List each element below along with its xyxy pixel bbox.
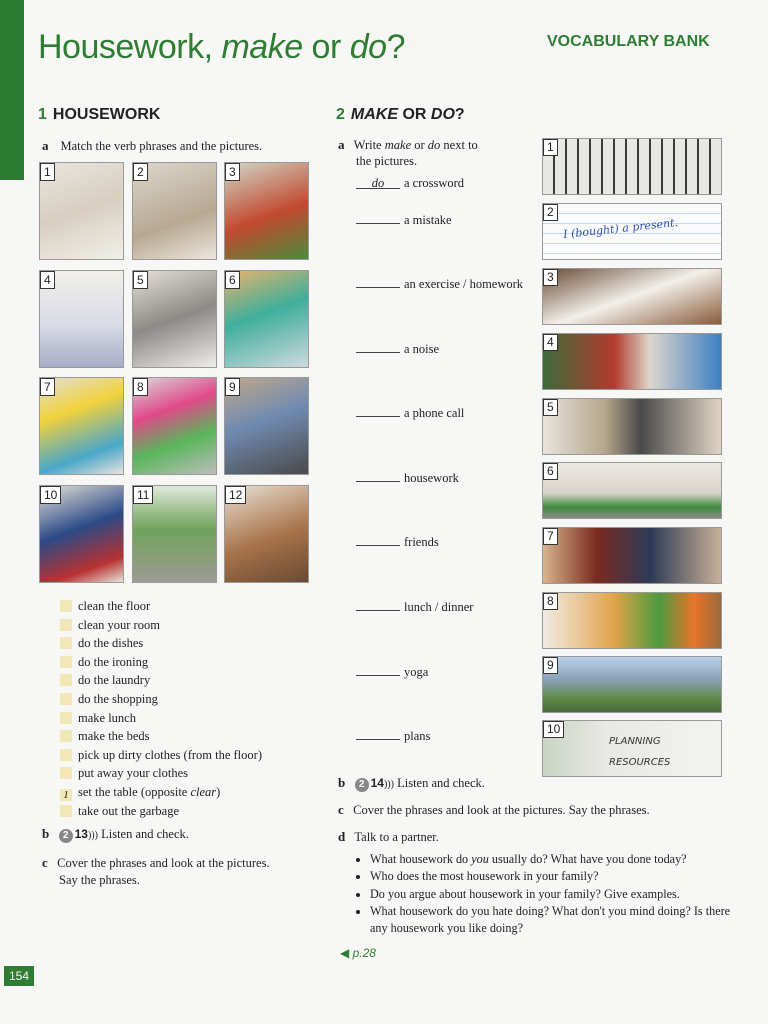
list-item: make lunch xyxy=(60,709,262,728)
make-do-picture-2: 2 I (bought) a present. xyxy=(542,203,722,260)
picture-8: 8 xyxy=(132,377,217,475)
picture-3: 3 xyxy=(224,162,309,260)
section-1a-instruction: a Match the verb phrases and the pictures. xyxy=(42,138,263,153)
make-do-picture-5: 5 xyxy=(542,398,722,455)
answer-blank[interactable] xyxy=(356,275,400,288)
make-do-item: friends xyxy=(356,533,439,550)
make-do-picture-10: 10 PLANNING RESOURCES xyxy=(542,720,722,777)
make-do-item: an exercise / homework xyxy=(356,275,523,292)
page-number: 154 xyxy=(4,966,34,986)
whiteboard-word-1: PLANNING xyxy=(609,736,661,747)
make-do-item: lunch / dinner xyxy=(356,598,473,615)
audio-disc-icon[interactable]: 2 xyxy=(59,829,73,843)
section-2b-instruction: b 2 14))) Listen and check. xyxy=(338,775,485,790)
picture-12: 12 xyxy=(224,485,309,583)
list-item: • What housework do you usually do? What have you done today? xyxy=(370,851,736,868)
section-2c-instruction: c Cover the phrases and look at the pictures. Say the phrases. xyxy=(338,802,650,817)
answer-blank[interactable] xyxy=(356,727,400,740)
list-item: clean your room xyxy=(60,616,262,635)
answer-box[interactable] xyxy=(60,600,72,612)
section-1c-instruction: c Cover the phrases and look at the pictures. Say the phrases. xyxy=(42,855,270,887)
make-do-item: do a crossword xyxy=(356,176,464,191)
green-side-tab xyxy=(0,0,24,180)
answer-blank[interactable] xyxy=(356,663,400,676)
answer-box[interactable] xyxy=(60,749,72,761)
make-do-picture-4: 4 xyxy=(542,333,722,390)
list-item: • What housework do you hate doing? What don't you mind doing? Is there any housework you like doing? xyxy=(370,903,736,938)
picture-6: 6 xyxy=(224,270,309,368)
answer-box[interactable] xyxy=(60,693,72,705)
make-do-picture-3: 3 xyxy=(542,268,722,325)
list-item: do the dishes xyxy=(60,634,262,653)
make-do-picture-9: 9 xyxy=(542,656,722,713)
answer-blank[interactable] xyxy=(356,469,400,482)
answer-blank[interactable] xyxy=(356,598,400,611)
page-title: Housework, make or do? xyxy=(38,28,405,66)
section-1-heading: 1 HOUSEWORK xyxy=(38,106,161,123)
answer-box[interactable]: 1 xyxy=(60,789,72,801)
list-item: • Who does the most housework in your family? xyxy=(370,868,736,885)
make-do-picture-1: 1 xyxy=(542,138,722,195)
list-item: 1 set the table (opposite clear) xyxy=(60,783,262,802)
answer-box[interactable] xyxy=(60,805,72,817)
make-do-item: a phone call xyxy=(356,404,464,421)
audio-wave-icon: ))) xyxy=(383,779,394,790)
answer-box[interactable] xyxy=(60,637,72,649)
picture-10: 10 xyxy=(39,485,124,583)
make-do-picture-6: 6 xyxy=(542,462,722,519)
picture-1: 1 xyxy=(39,162,124,260)
audio-disc-icon[interactable]: 2 xyxy=(355,778,369,792)
answer-blank[interactable] xyxy=(356,533,400,546)
list-item: do the ironing xyxy=(60,653,262,672)
answer-box[interactable] xyxy=(60,767,72,779)
list-item: do the laundry xyxy=(60,671,262,690)
make-do-item: a mistake xyxy=(356,211,452,228)
audio-wave-icon: ))) xyxy=(87,830,98,841)
make-do-picture-8: 8 xyxy=(542,592,722,649)
picture-7: 7 xyxy=(39,377,124,475)
list-item: • Do you argue about housework in your family? Give examples. xyxy=(370,886,736,903)
list-item: take out the garbage xyxy=(60,802,262,821)
answer-box[interactable] xyxy=(60,712,72,724)
list-item: pick up dirty clothes (from the floor) xyxy=(60,746,262,765)
answer-box[interactable] xyxy=(60,730,72,742)
make-do-item: housework xyxy=(356,469,459,486)
answer-box[interactable] xyxy=(60,619,72,631)
picture-5: 5 xyxy=(132,270,217,368)
answer-box[interactable] xyxy=(60,674,72,686)
arrow-left-icon: ◀ xyxy=(340,946,350,960)
list-item: clean the floor xyxy=(60,597,262,616)
make-do-item: yoga xyxy=(356,663,428,680)
make-do-picture-7: 7 xyxy=(542,527,722,584)
list-item: do the shopping xyxy=(60,690,262,709)
answer-blank[interactable] xyxy=(356,211,400,224)
handwritten-sentence: I (bought) a present. xyxy=(562,216,679,241)
answer-blank[interactable] xyxy=(356,404,400,417)
answer-blank[interactable] xyxy=(356,340,400,353)
make-do-item: plans xyxy=(356,727,430,744)
page-reference-link[interactable]: ◀ p.28 xyxy=(340,946,376,960)
picture-9: 9 xyxy=(224,377,309,475)
section-1b-instruction: b 2 13))) Listen and check. xyxy=(42,826,189,841)
picture-4: 4 xyxy=(39,270,124,368)
list-item: put away your clothes xyxy=(60,764,262,783)
whiteboard-word-2: RESOURCES xyxy=(609,757,671,768)
section-2-heading: 2 MAKE OR DO? xyxy=(336,106,465,123)
discussion-questions xyxy=(356,851,736,937)
answer-blank[interactable]: do xyxy=(356,176,400,189)
picture-11: 11 xyxy=(132,485,217,583)
list-item: make the beds xyxy=(60,727,262,746)
answer-box[interactable] xyxy=(60,656,72,668)
picture-2: 2 xyxy=(132,162,217,260)
phrase-list xyxy=(60,597,262,820)
section-2a-instruction: a Write make or do next to the pictures. xyxy=(338,137,478,168)
section-2d-instruction: d Talk to a partner. xyxy=(338,829,439,844)
make-do-item: a noise xyxy=(356,340,439,357)
vocabulary-bank-label: VOCABULARY BANK xyxy=(547,33,710,50)
